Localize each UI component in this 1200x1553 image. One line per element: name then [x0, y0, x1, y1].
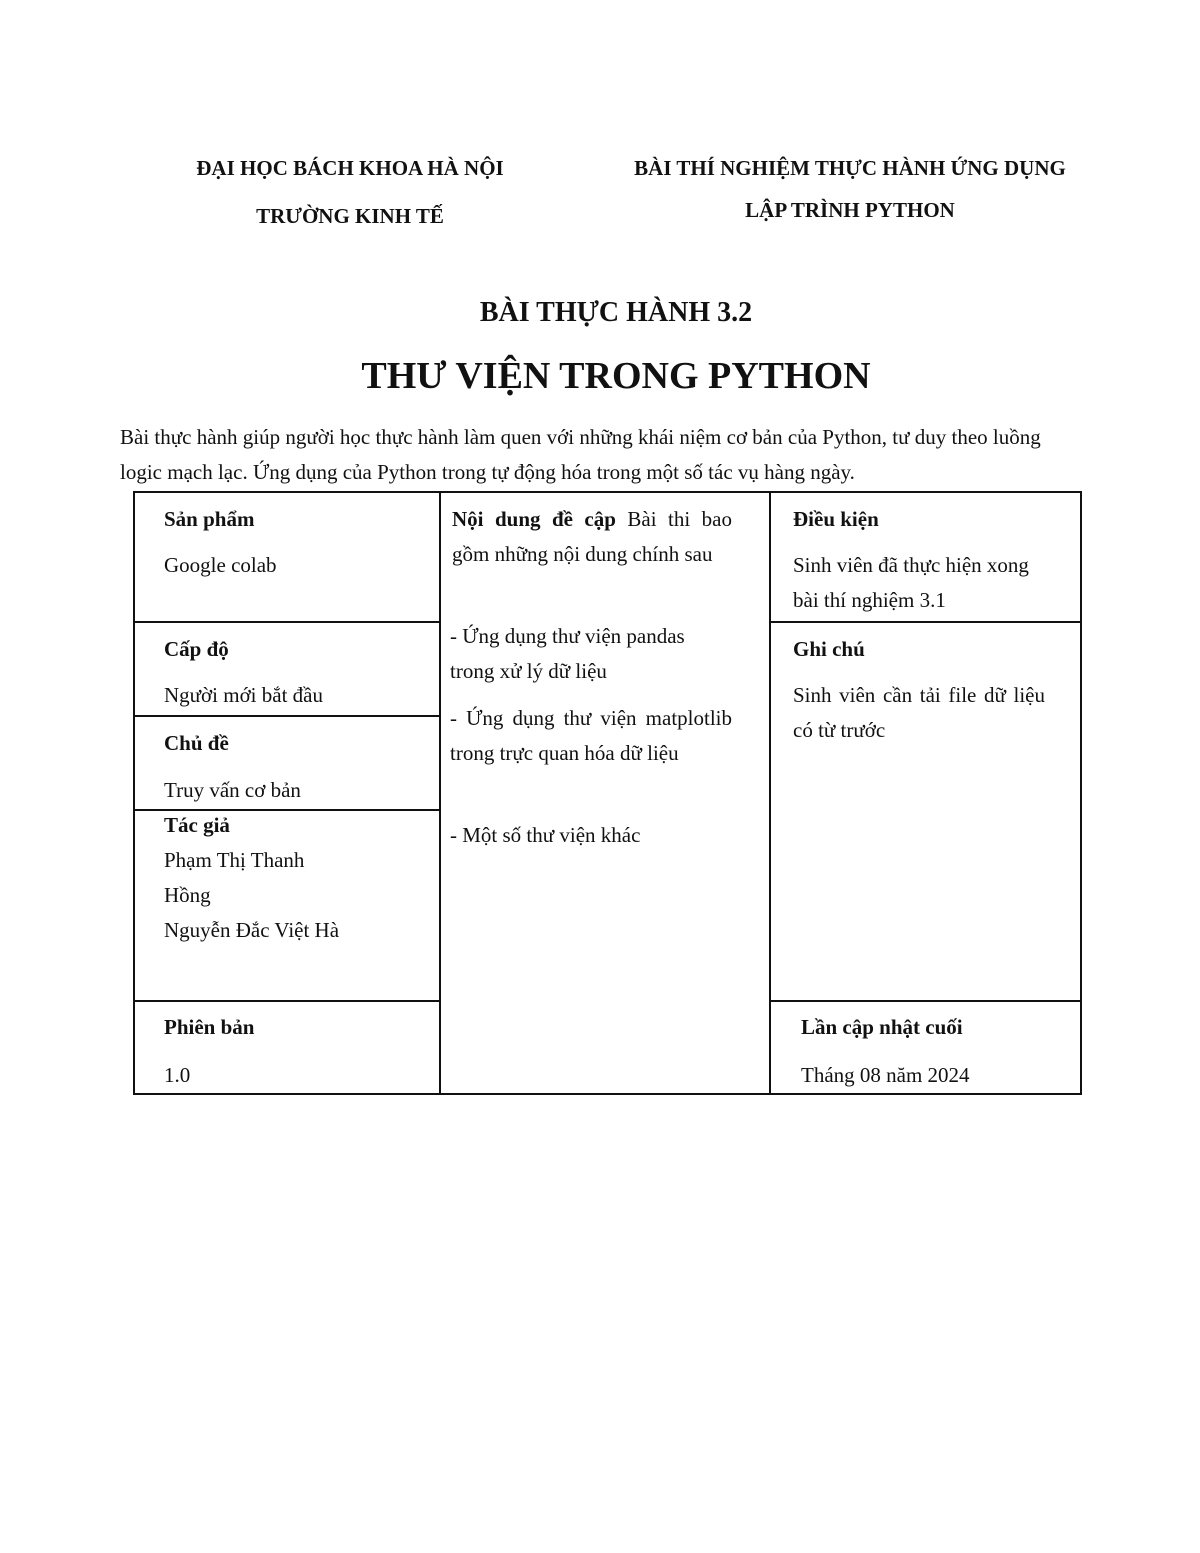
content-label: Nội dung đề cập — [452, 507, 616, 531]
author-line-1: Phạm Thị Thanh — [164, 848, 305, 872]
condition-label: Điều kiện — [793, 507, 879, 531]
author-line-3: Nguyễn Đắc Việt Hà — [164, 918, 340, 942]
topic-value: Truy vấn cơ bản — [164, 778, 301, 802]
school-name: TRƯỜNG KINH TẾ — [256, 204, 444, 228]
table-row-divider — [133, 1000, 441, 1002]
last-update-value: Tháng 08 năm 2024 — [801, 1063, 970, 1087]
intro-paragraph: Bài thực hành giúp người học thực hành làm quen với những khái niệm cơ bản của Python, tư duy theo luồng logic mạch lạc. Ứng dụng của Python trong tự động hóa trong một số tác vụ hàng ngày. — [120, 425, 1041, 484]
content-item: - Ứng dụng thư viện pandas trong xử lý dữ liệu — [450, 624, 685, 683]
table-row-divider — [133, 621, 441, 623]
last-update-label: Lần cập nhật cuối — [801, 1015, 963, 1039]
topic-label: Chủ đề — [164, 731, 229, 755]
university-name: ĐẠI HỌC BÁCH KHOA HÀ NỘI — [196, 156, 504, 180]
course-title-line1: BÀI THÍ NGHIỆM THỰC HÀNH ỨNG DỤNG — [634, 156, 1066, 180]
table-border-right — [1080, 491, 1082, 1095]
version-label: Phiên bản — [164, 1015, 255, 1039]
level-value: Người mới bắt đầu — [164, 683, 323, 707]
note-label: Ghi chú — [793, 637, 865, 661]
content-item: - Một số thư viện khác — [450, 823, 641, 847]
note-value: Sinh viên cần tải file dữ liệu có từ trước — [793, 683, 1045, 742]
table-row-divider — [769, 621, 1082, 623]
product-label: Sản phẩm — [164, 507, 255, 531]
table-row-divider — [769, 1000, 1082, 1002]
product-value: Google colab — [164, 553, 277, 577]
page-title: THƯ VIỆN TRONG PYTHON — [361, 355, 871, 397]
course-title-line2: LẬP TRÌNH PYTHON — [745, 198, 955, 222]
level-label: Cấp độ — [164, 637, 229, 661]
content-intro-text: Bài thi bao gồm những nội dung chính sau — [452, 507, 732, 566]
condition-value: Sinh viên đã thực hiện xong bài thí nghiệm 3.1 — [793, 553, 1029, 612]
content-item: - Ứng dụng thư viện matplotlib trong trực quan hóa dữ liệu — [450, 706, 732, 765]
table-divider-2 — [769, 491, 771, 1095]
table-border-bottom — [133, 1093, 1082, 1095]
table-border-top — [133, 491, 1082, 493]
lab-number: BÀI THỰC HÀNH 3.2 — [479, 297, 753, 328]
table-row-divider — [133, 715, 441, 717]
content-intro — [452, 502, 732, 572]
author-label: Tác giả — [164, 813, 230, 837]
author-line-2: Hồng — [164, 883, 211, 907]
table-divider-1 — [439, 491, 441, 1095]
version-value: 1.0 — [164, 1063, 191, 1087]
table-border-left — [133, 491, 135, 1095]
